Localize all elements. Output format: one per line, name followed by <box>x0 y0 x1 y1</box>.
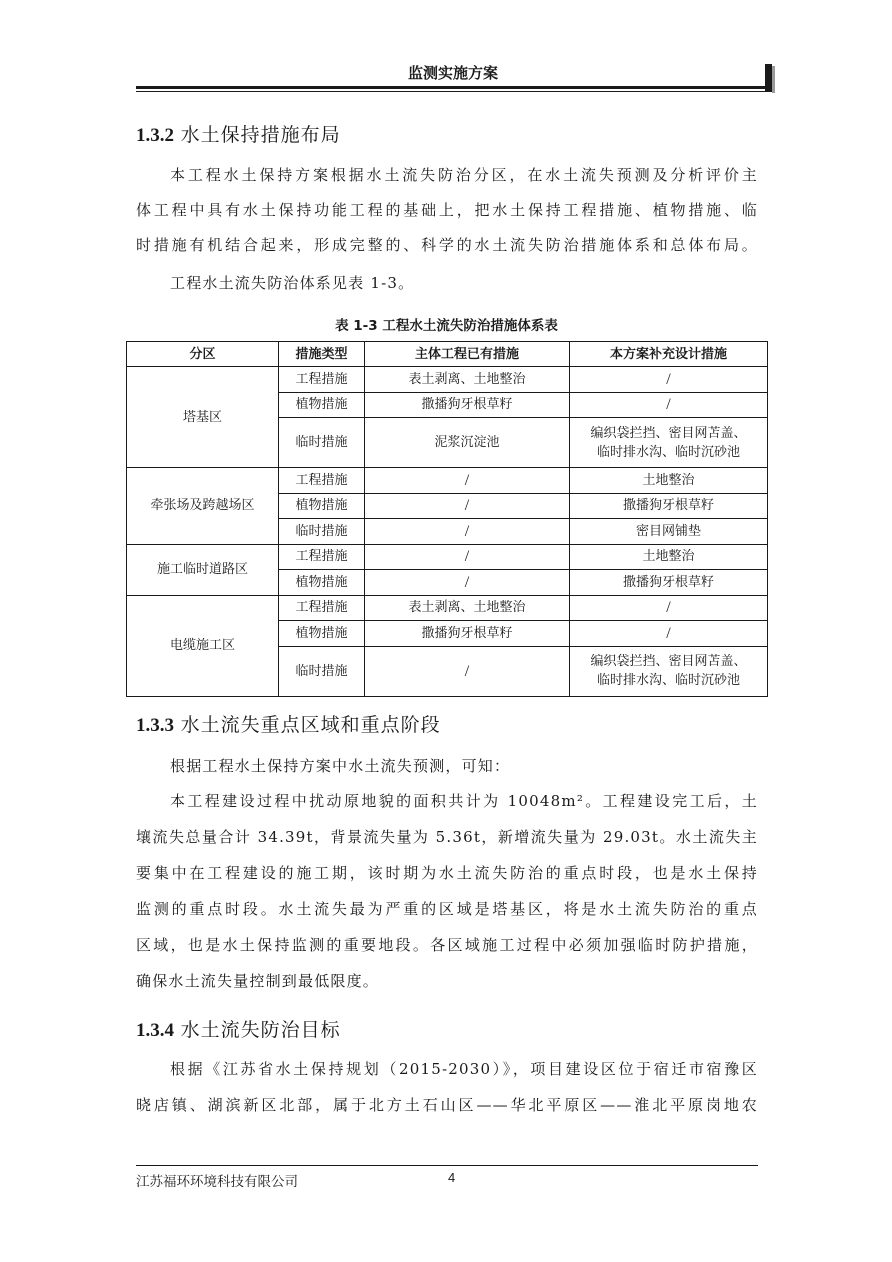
header-cell: 本方案补充设计措施 <box>570 342 768 367</box>
section-number: 1.3.3 <box>136 715 174 736</box>
supplement-cell: 撒播狗牙根草籽 <box>570 493 768 519</box>
paragraph-line: 本工程建设过程中扰动原地貌的面积共计为 10048m²。工程建设完工后，土 <box>170 792 758 810</box>
section-title: 水土流失防治目标 <box>180 1019 341 1041</box>
supplement-cell: / <box>570 367 768 393</box>
header-decoration-shadow <box>772 66 775 93</box>
zone-cell: 施工临时道路区 <box>127 544 279 595</box>
zone-cell: 牵张场及跨越场区 <box>127 468 279 545</box>
paragraph-line: 监测的重点时段。水土流失最为严重的区域是塔基区，将是水土流失防治的重点 <box>136 900 758 918</box>
header-decoration <box>765 64 772 92</box>
supplement-cell: 土地整治 <box>570 544 768 570</box>
section-heading-1-3-3 <box>136 710 441 737</box>
table-row <box>127 595 768 621</box>
type-cell: 植物措施 <box>279 570 365 596</box>
table-row <box>127 367 768 393</box>
paragraph-line: 根据工程水土保持方案中水土流失预测，可知： <box>170 757 511 775</box>
running-header-title: 监测实施方案 <box>407 64 498 82</box>
type-cell: 临时措施 <box>279 646 365 696</box>
header-cell: 措施类型 <box>279 342 365 367</box>
existing-cell: / <box>365 519 570 545</box>
existing-cell: 撒播狗牙根草籽 <box>365 621 570 647</box>
type-cell: 植物措施 <box>279 392 365 418</box>
page-number: 4 <box>448 1170 456 1185</box>
type-cell: 临时措施 <box>279 418 365 468</box>
section-number: 1.3.2 <box>136 125 174 146</box>
section-heading-1-3-4 <box>136 1015 341 1042</box>
existing-cell: / <box>365 544 570 570</box>
paragraph-line: 晓店镇、湖滨新区北部，属于北方土石山区——华北平原区——淮北平原岗地农 <box>136 1096 758 1114</box>
header-rule <box>136 86 766 89</box>
table-caption: 表 1-3 工程水土流失防治措施体系表 <box>335 318 558 334</box>
header-cell: 主体工程已有措施 <box>365 342 570 367</box>
section-heading-1-3-2 <box>136 120 341 147</box>
footer-rule <box>136 1165 758 1166</box>
type-cell: 工程措施 <box>279 544 365 570</box>
existing-cell: 撒播狗牙根草籽 <box>365 392 570 418</box>
header-rule-thin <box>136 91 766 92</box>
supplement-line: 编织袋拦挡、密目网苫盖、 <box>590 654 747 669</box>
supplement-cell: / <box>570 392 768 418</box>
supplement-cell <box>570 646 768 696</box>
zone-cell: 塔基区 <box>127 367 279 468</box>
section-title: 水土保持措施布局 <box>180 124 341 146</box>
supplement-line: 临时排水沟、临时沉砂池 <box>596 444 740 460</box>
supplement-line: 临时排水沟、临时沉砂池 <box>596 673 740 688</box>
existing-cell: 表土剥离、土地整治 <box>365 367 570 393</box>
zone-cell: 电缆施工区 <box>127 595 279 696</box>
existing-cell: 泥浆沉淀池 <box>365 418 570 468</box>
existing-cell: 表土剥离、土地整治 <box>365 595 570 621</box>
paragraph-line: 区域，也是水土保持监测的重要地段。各区域施工过程中必须加强临时防护措施， <box>136 936 758 954</box>
paragraph-line: 工程水土流失防治体系见表 1-3。 <box>170 274 415 292</box>
paragraph-line: 根据《江苏省水土保持规划（2015-2030）》，项目建设区位于宿迁市宿豫区 <box>170 1060 758 1078</box>
type-cell: 工程措施 <box>279 468 365 494</box>
section-title: 水土流失重点区域和重点阶段 <box>180 714 441 736</box>
existing-cell: / <box>365 646 570 696</box>
table-header-row <box>127 342 768 367</box>
supplement-cell <box>570 418 768 468</box>
supplement-cell: / <box>570 595 768 621</box>
supplement-cell: 撒播狗牙根草籽 <box>570 570 768 596</box>
paragraph-line: 本工程水土保持方案根据水土流失防治分区，在水土流失预测及分析评价主 <box>170 166 758 184</box>
type-cell: 植物措施 <box>279 493 365 519</box>
existing-cell: / <box>365 570 570 596</box>
type-cell: 临时措施 <box>279 519 365 545</box>
existing-cell: / <box>365 468 570 494</box>
supplement-cell: / <box>570 621 768 647</box>
paragraph-line: 体工程中具有水土保持功能工程的基础上，把水土保持工程措施、植物措施、临 <box>136 201 758 219</box>
header-cell: 分区 <box>127 342 279 367</box>
paragraph-line: 确保水土流失量控制到最低限度。 <box>136 972 380 990</box>
paragraph-line: 时措施有机结合起来，形成完整的、科学的水土流失防治措施体系和总体布局。 <box>136 236 758 254</box>
paragraph-line: 要集中在工程建设的施工期，该时期为水土流失防治的重点时段，也是水土保持 <box>136 864 758 882</box>
section-number: 1.3.4 <box>136 1020 174 1041</box>
supplement-line: 编织袋拦挡、密目网苫盖、 <box>590 425 747 441</box>
paragraph-line: 壤流失总量合计 34.39t，背景流失量为 5.36t，新增流失量为 29.03t。水土流失主 <box>136 828 758 846</box>
table-row <box>127 468 768 494</box>
type-cell: 工程措施 <box>279 595 365 621</box>
supplement-cell: 密目网铺垫 <box>570 519 768 545</box>
measures-table <box>126 341 768 697</box>
type-cell: 工程措施 <box>279 367 365 393</box>
footer-company: 江苏福环环境科技有限公司 <box>136 1174 298 1190</box>
table-row <box>127 544 768 570</box>
existing-cell: / <box>365 493 570 519</box>
type-cell: 植物措施 <box>279 621 365 647</box>
supplement-cell: 土地整治 <box>570 468 768 494</box>
